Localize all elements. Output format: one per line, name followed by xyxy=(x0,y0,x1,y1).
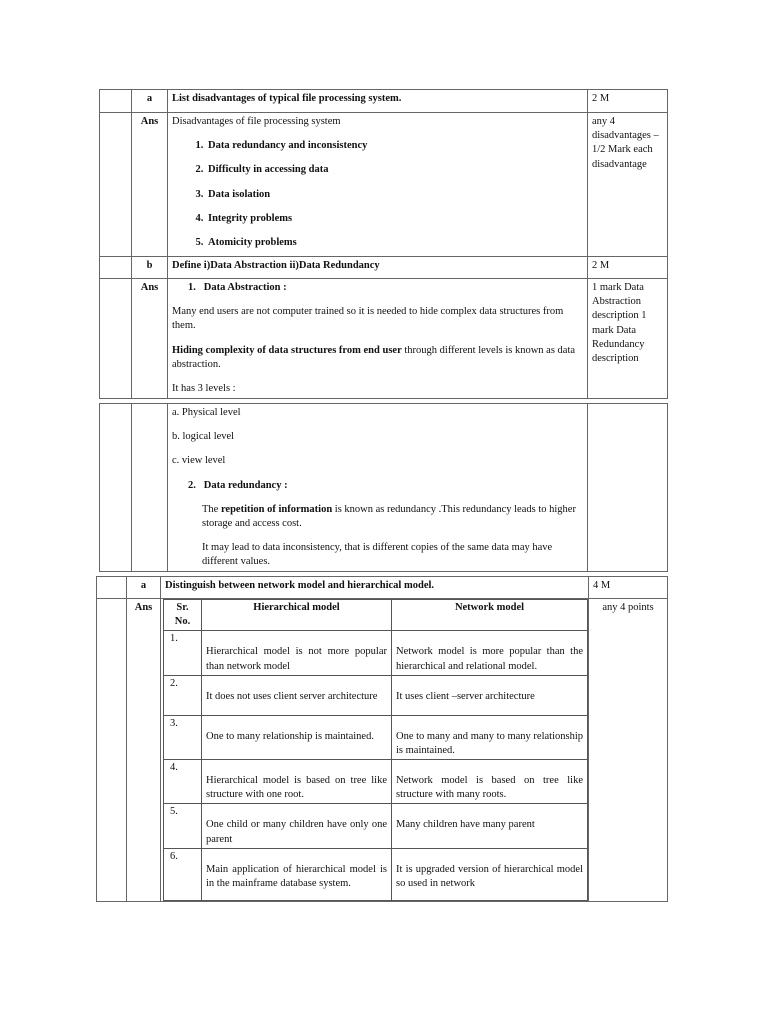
question-row xyxy=(100,90,668,113)
answer-row xyxy=(100,113,668,257)
question-row xyxy=(97,577,668,599)
header-sr-no: Sr. No. xyxy=(164,600,202,631)
answer-body xyxy=(168,113,588,257)
row-marker xyxy=(97,599,127,902)
comparison-header-row xyxy=(164,600,588,631)
answer-table-1 xyxy=(99,89,668,399)
heading-number: 2. xyxy=(188,479,196,491)
marking-scheme: 1 mark Data Abstraction description 1 mark Data Redundancy description xyxy=(588,279,668,399)
paragraph xyxy=(172,503,583,531)
paragraph: Many end users are not computer trained so it is needed to hide complex data structures from them. xyxy=(172,306,564,332)
sr-number: 4. xyxy=(164,760,202,804)
network-cell: It is upgraded version of hierarchical model so used in network xyxy=(392,848,588,900)
list-item: 1. Data redundancy and inconsistency xyxy=(206,139,583,153)
hierarchical-cell: Hierarchical model is based on tree like structure with one root. xyxy=(202,760,392,804)
table-row xyxy=(164,760,588,804)
heading-number: 1. xyxy=(188,282,196,293)
row-marker xyxy=(100,113,132,257)
answer-body xyxy=(161,599,589,902)
sr-number: 6. xyxy=(164,848,202,900)
marking-scheme: any 4 disadvantages – 1/2 Mark each disadvantage xyxy=(588,113,668,257)
answer-label: Ans xyxy=(132,279,168,399)
text-span: through different levels is known as data abstraction. xyxy=(172,344,576,370)
sr-number: 1. xyxy=(164,631,202,675)
list-item: 4. Integrity problems xyxy=(206,212,583,226)
text-span: The xyxy=(202,503,221,515)
answer-table-3 xyxy=(96,576,668,902)
list-item: 5. Atomicity problems xyxy=(206,236,583,250)
level-item: a. Physical level xyxy=(172,407,241,418)
paragraph: It may lead to data inconsistency, that is different copies of the same data may have different values. xyxy=(202,542,553,568)
marks: 2 M xyxy=(588,257,668,279)
question-label: a xyxy=(127,577,161,599)
answer-continuation-row xyxy=(100,404,668,572)
bold-phrase: Hiding complexity of data structures from end user xyxy=(172,344,402,356)
table-row xyxy=(164,715,588,759)
row-marker xyxy=(100,279,132,399)
list-item: 2. Difficulty in accessing data xyxy=(206,163,583,177)
sr-number: 5. xyxy=(164,804,202,848)
marks: 2 M xyxy=(588,90,668,113)
table-row xyxy=(164,675,588,715)
network-cell: One to many and many to many relationship is maintained. xyxy=(392,715,588,759)
row-marker xyxy=(100,90,132,113)
sub-heading xyxy=(172,281,583,295)
answer-row xyxy=(100,279,668,399)
table-row xyxy=(164,848,588,900)
row-marker xyxy=(100,404,132,572)
network-cell: Many children have many parent xyxy=(392,804,588,848)
answer-label xyxy=(132,404,168,572)
answer-label: Ans xyxy=(132,113,168,257)
hierarchical-cell: One to many relationship is maintained. xyxy=(202,715,392,759)
table-row xyxy=(164,804,588,848)
level-item: c. view level xyxy=(172,455,226,467)
text-span: is known as redundancy .This redundancy leads to higher storage and access cost. xyxy=(202,503,576,529)
answer-table-2 xyxy=(99,403,668,572)
marks: 4 M xyxy=(589,577,668,599)
network-cell: Network model is based on tree like structure with many roots. xyxy=(392,760,588,804)
comparison-table xyxy=(163,599,588,901)
bold-phrase: repetition of information xyxy=(220,503,333,515)
answer-body xyxy=(168,279,588,399)
heading-text: Data Abstraction : xyxy=(203,282,287,293)
table-row xyxy=(164,631,588,675)
sub-heading xyxy=(172,479,583,493)
hierarchical-cell: One child or many children have only one parent xyxy=(202,804,392,848)
header-network: Network model xyxy=(392,600,588,631)
heading-text: Data redundancy : xyxy=(203,479,288,491)
question-label: a xyxy=(132,90,168,113)
marking-scheme xyxy=(588,404,668,572)
row-marker xyxy=(100,257,132,279)
row-marker xyxy=(97,577,127,599)
network-cell: It uses client –server architecture xyxy=(392,675,588,715)
answer-body xyxy=(168,404,588,572)
hierarchical-cell: Hierarchical model is not more popular than network model xyxy=(202,631,392,675)
header-hierarchical: Hierarchical model xyxy=(202,600,392,631)
paragraph xyxy=(172,344,583,372)
hierarchical-cell: It does not uses client server architecture xyxy=(202,675,392,715)
answer-label: Ans xyxy=(127,599,161,902)
sr-number: 2. xyxy=(164,675,202,715)
answer-intro: Disadvantages of file processing system xyxy=(172,116,341,127)
question-row xyxy=(100,257,668,279)
network-cell: Network model is more popular than the hierarchical and relational model. xyxy=(392,631,588,675)
hierarchical-cell: Main application of hierarchical model is in the mainframe database system. xyxy=(202,848,392,900)
question-text: Define i)Data Abstraction ii)Data Redundancy xyxy=(168,257,588,279)
list-item: 3. Data isolation xyxy=(206,188,583,202)
question-label: b xyxy=(132,257,168,279)
question-text: List disadvantages of typical file processing system. xyxy=(168,90,588,113)
question-text: Distinguish between network model and hierarchical model. xyxy=(161,577,589,599)
marking-scheme: any 4 points xyxy=(589,599,668,902)
disadvantage-list xyxy=(172,139,583,250)
paragraph: It has 3 levels : xyxy=(172,382,236,394)
level-item: b. logical level xyxy=(172,431,235,443)
answer-row xyxy=(97,599,668,902)
sr-number: 3. xyxy=(164,715,202,759)
